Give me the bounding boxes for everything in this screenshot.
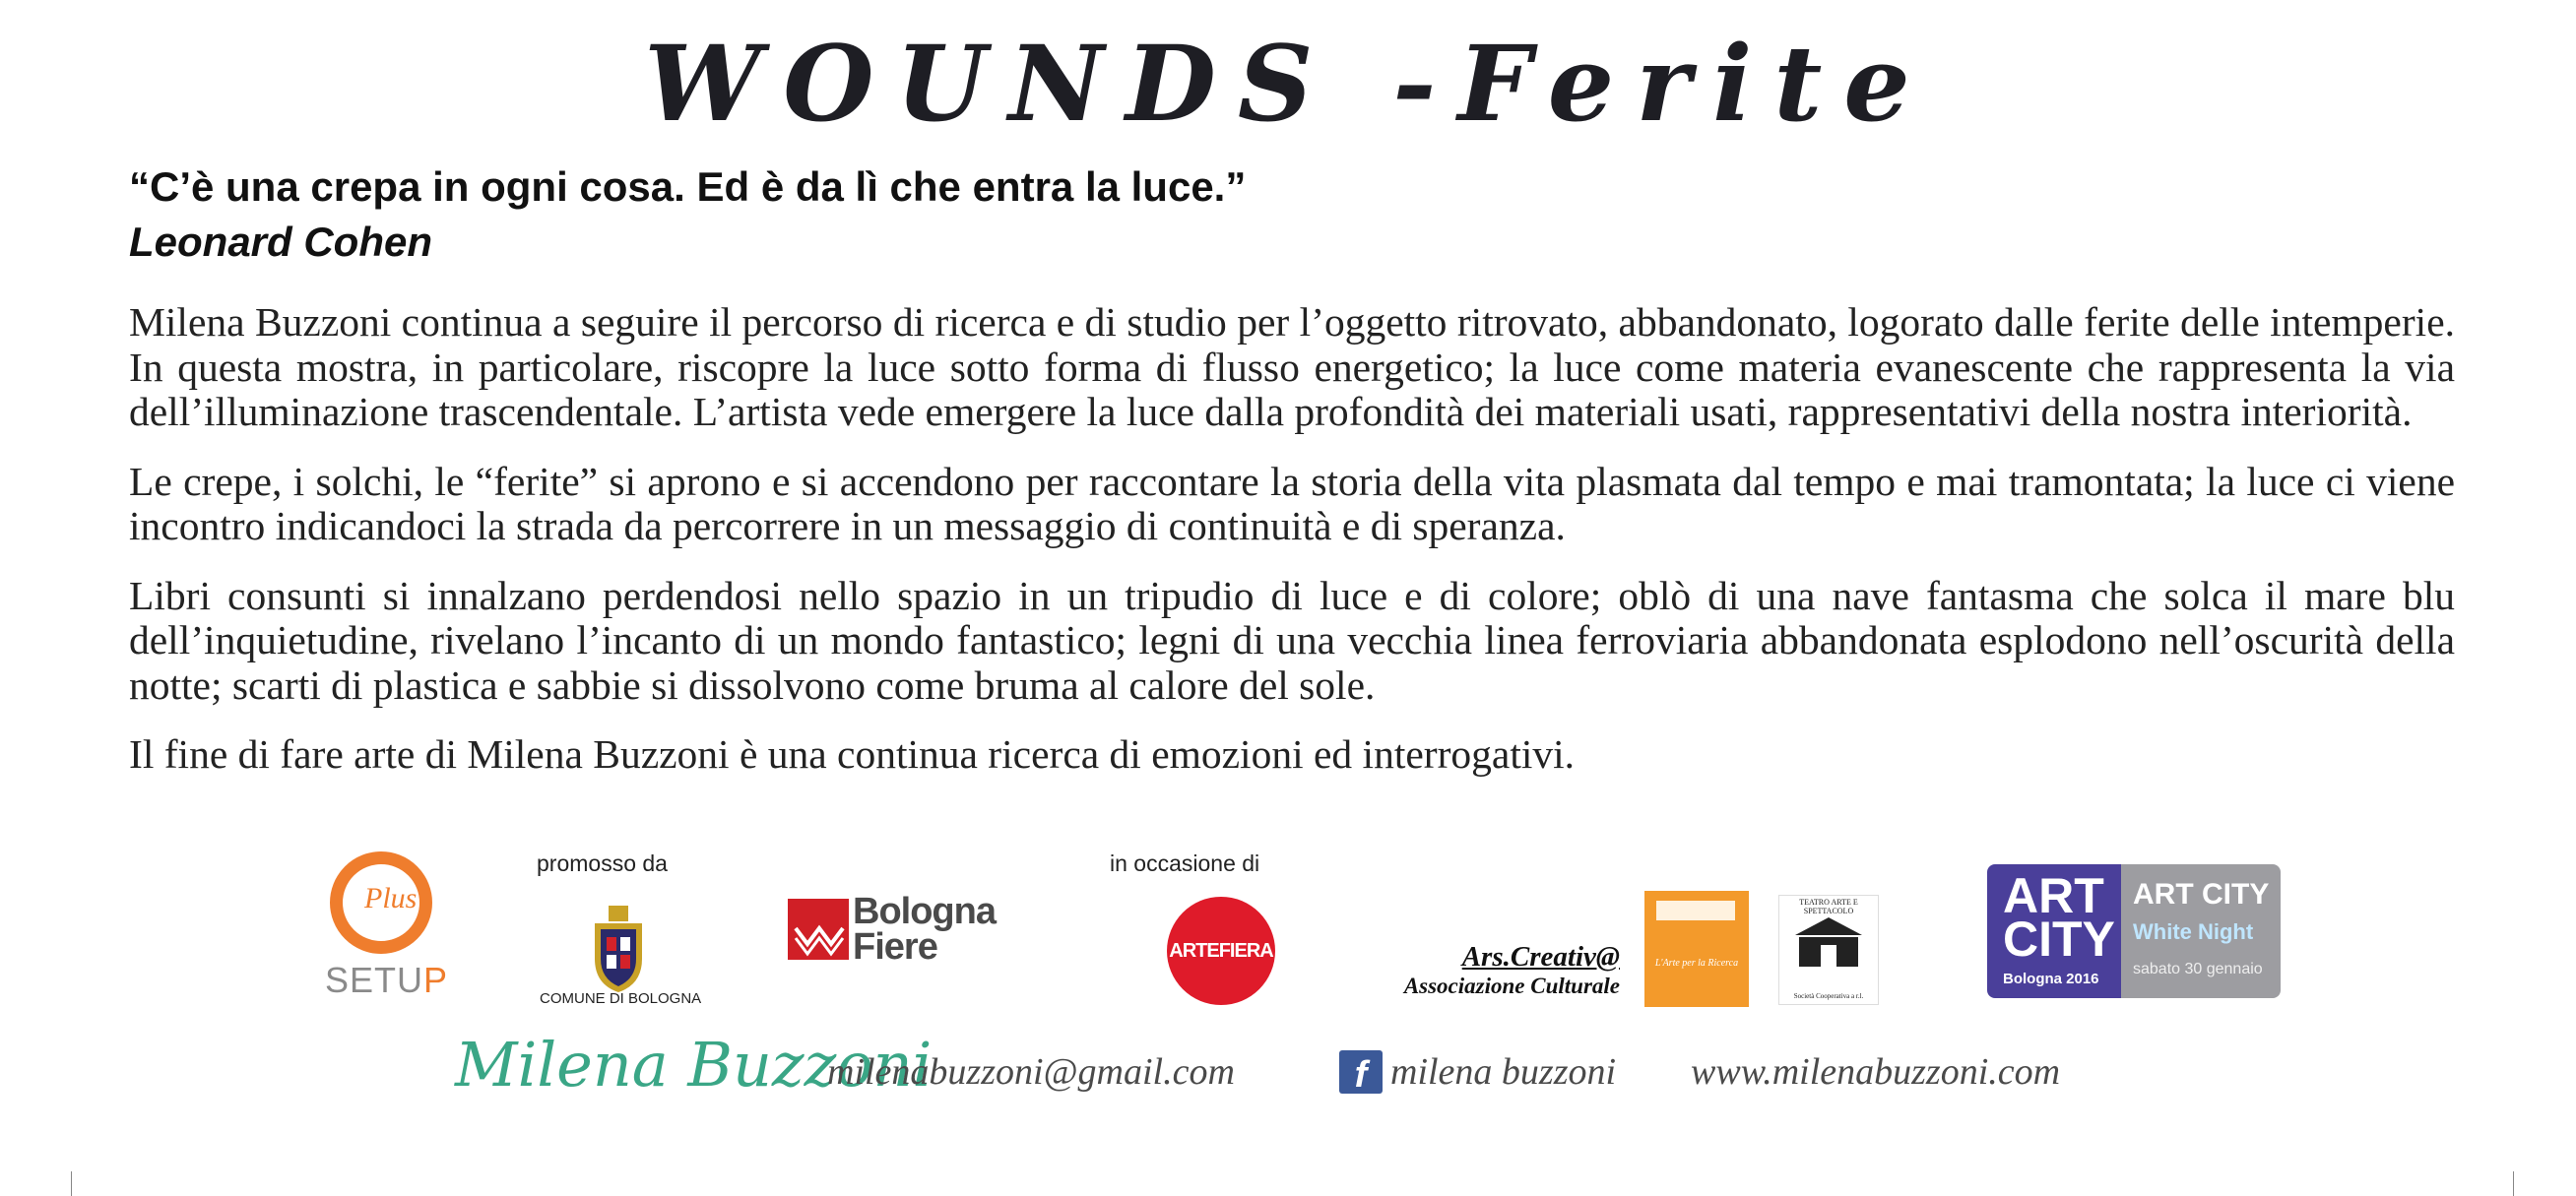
promosso-label: promosso da	[537, 850, 668, 876]
art-city-title: ART CITY	[2003, 868, 2115, 967]
occasione-label: in occasione di	[1110, 850, 1260, 876]
website-link[interactable]: www.milenabuzzoni.com	[1691, 1051, 2061, 1093]
ars-creativa-name: Ars.Creativ@	[1461, 941, 1620, 973]
facebook-link[interactable]: milena buzzoni	[1390, 1051, 1617, 1093]
paragraph-4: Il fine di fare arte di Milena Buzzoni è una continua ricerca di emozioni ed interrogativi.	[129, 731, 1576, 777]
crop-mark-right	[2513, 1171, 2514, 1196]
comune-label: COMUNE DI BOLOGNA	[540, 990, 702, 1007]
artefiera-logo: ARTEFIERA	[1167, 897, 1275, 1005]
quote-block	[129, 159, 1246, 270]
artist-signature: Milena Buzzoni	[455, 1029, 933, 1101]
paragraph-3: Libri consunti si innalzano perdendosi nello spazio in un tripudio di luce e di colore; oblò di una nave fantasma che solca il mare blu dell’inquietudine, rivelano l’incanto di un mondo fantastico; legni di una vecchia linea ferroviaria abbandonata esplodono nell’oscurità della notte; scarti di plastica e sabbie si dissolvono come bruma al calore del sole.	[129, 572, 2455, 708]
plus-ring-icon	[330, 851, 432, 954]
paragraph-2: Le crepe, i solchi, le “ferite” si aprono e si accendono per raccontare la storia della vita plasmata dal tempo e mai tramontata; la luce ci viene incontro indicandoci la strada da percorrere in un messaggio di continuità e di speranza.	[129, 458, 2455, 548]
art-city-white-night-logo: ART CITY White Night sabato 30 gennaio	[2121, 864, 2281, 998]
quote-text: “C’è una crepa in ogni cosa. Ed è da lì che entra la luce.”	[129, 163, 1247, 210]
art-city-sub: Bologna 2016	[2003, 971, 2099, 987]
email-link[interactable]: milenabuzzoni@gmail.com	[827, 1051, 1235, 1093]
ars-creativa-sub: Associazione Culturale	[1403, 974, 1620, 998]
facebook-icon[interactable]: f	[1339, 1050, 1383, 1094]
poster-title: WOUNDS -Ferite	[644, 22, 1932, 145]
paragraph-1: Milena Buzzoni continua a seguire il percorso di ricerca e di studio per l’oggetto ritrovato, abbandonato, logorato dalle ferite delle intemperie. In questa mostra, in particolare, riscopre la luce sotto forma di flusso energetico; la luce come materia evanescente che rappresenta la via dell’illuminazione trascendentale. L’artista vede emergere la luce dalla profondità dei materiali usati, rappresentativi della nostra interiorità.	[129, 299, 2455, 434]
ars-creativa-logo	[1374, 941, 1620, 999]
crop-mark-left	[71, 1171, 72, 1196]
theatre-icon	[1793, 913, 1864, 973]
art-city-logo	[1987, 864, 2121, 998]
bologna-fiere-text: Bologna Fiere	[853, 891, 996, 968]
teatro-logo: TEATRO ARTE E SPETTACOLO Società Cooperativa a r.l.	[1778, 895, 1879, 1005]
comune-di-bologna-crest-icon	[589, 906, 648, 992]
setup-label: SETUP	[325, 960, 449, 1000]
plus-label: Plus	[364, 882, 418, 914]
bologna-fiere-mark-icon	[788, 899, 849, 960]
quote-author: Leonard Cohen	[129, 219, 433, 265]
body-text	[129, 300, 2455, 802]
arte-per-la-ricerca-logo: L'Arte per la Ricerca	[1644, 891, 1749, 1007]
